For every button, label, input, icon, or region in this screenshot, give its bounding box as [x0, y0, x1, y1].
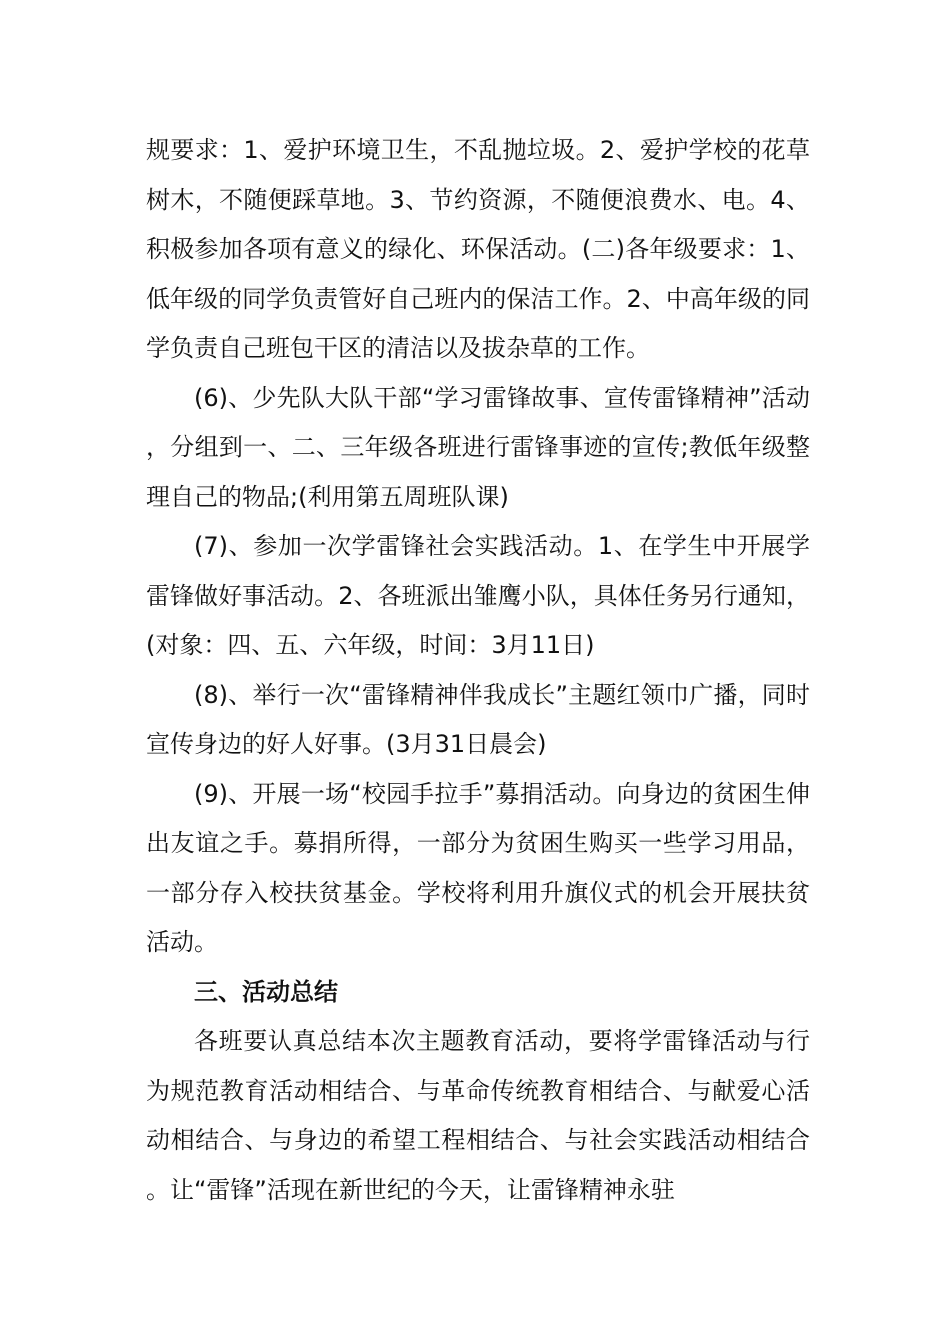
paragraph-item-6: (6)、少先队大队干部“学习雷锋故事、宣传雷锋精神”活动，分组到一、二、三年级各班进行雷锋事迹的宣传;教低年级整理自己的物品;(利用第五周班队课) — [146, 383, 810, 511]
paragraph-summary-body: 各班要认真总结本次主题教育活动，要将学雷锋活动与行为规范教育活动相结合、与革命传统教育相结合、与献爱心活动相结合、与身边的希望工程相结合、与社会实践活动相结合。让“雷锋”活现在新世纪的今天，让雷锋精神永驻 — [146, 1027, 810, 1204]
paragraph-item-7: (7)、参加一次学雷锋社会实践活动。1、在学生中开展学雷锋做好事活动。2、各班派出雏鹰小队，具体任务另行通知，(对象：四、五、六年级，时间：3月11日) — [146, 532, 810, 659]
document-body — [146, 126, 810, 1215]
paragraph-item-9: (9)、开展一场“校园手拉手”募捐活动。向身边的贫困生伸出友谊之手。募捐所得，一部分为贫困生购买一些学习用品，一部分存入校扶贫基金。学校将利用升旗仪式的机会开展扶贫活动。 — [146, 779, 810, 956]
paragraph-item-8: (8)、举行一次“雷锋精神伴我成长”主题红领巾广播，同时宣传身边的好人好事。(3月31日晨会) — [146, 680, 810, 758]
section-heading-summary: 三、活动总结 — [194, 977, 338, 1006]
paragraph-cleanliness-requirements: 规要求：1、爱护环境卫生，不乱抛垃圾。2、爱护学校的花草树木，不随便踩草地。3、节约资源，不随便浪费水、电。4、积极参加各项有意义的绿化、环保活动。(二)各年级要求：1、低年级的同学负责管好自己班内的保洁工作。2、中高年级的同学负责自己班包干区的清洁以及拔杂草的工作。 — [146, 136, 810, 362]
